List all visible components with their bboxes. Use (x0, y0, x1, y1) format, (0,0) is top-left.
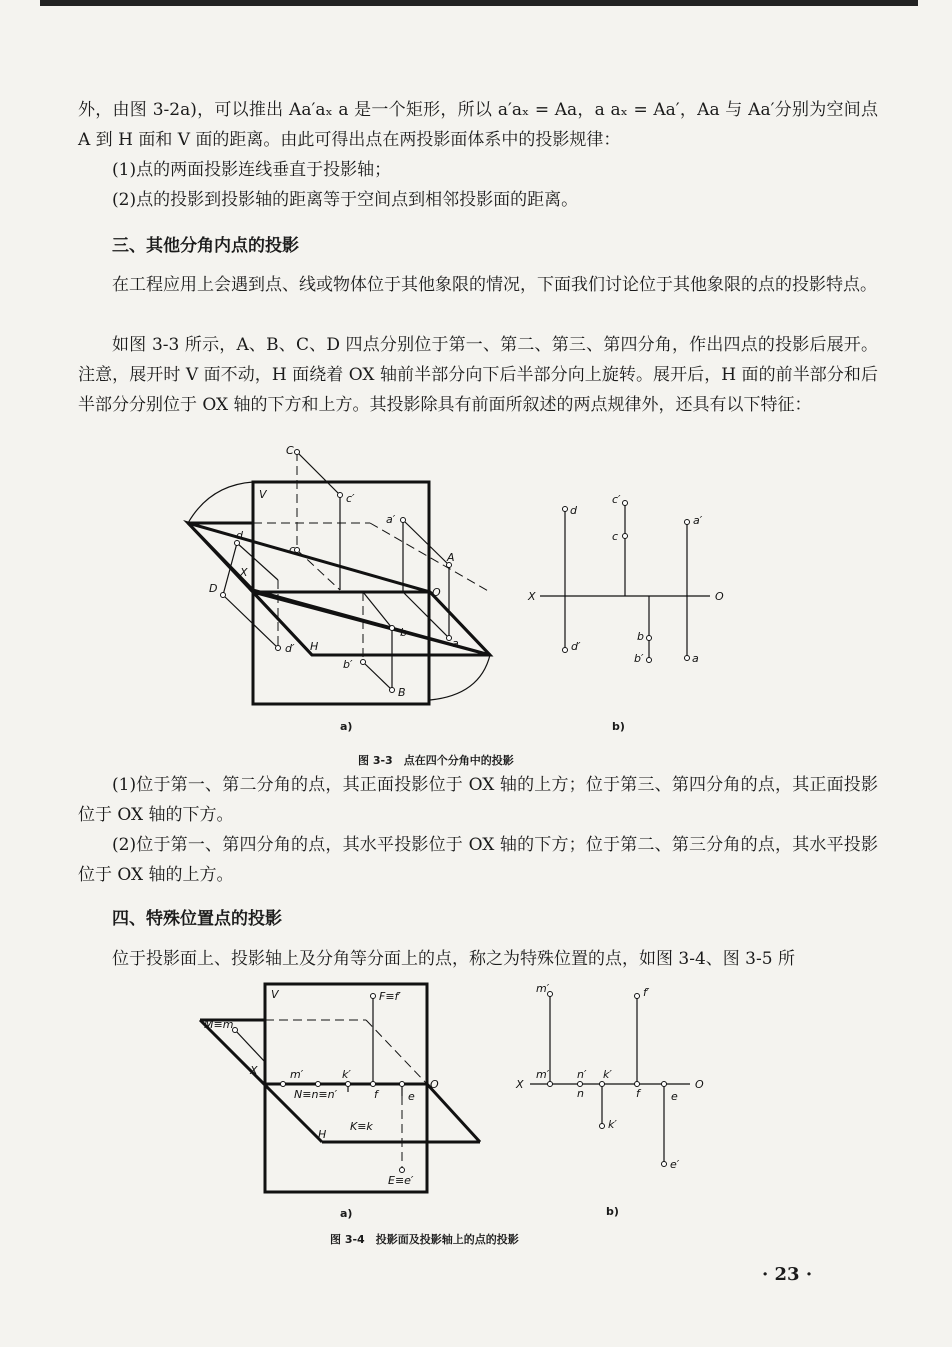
label-B: B (398, 686, 406, 699)
fig34-epure-n: n (577, 1087, 584, 1100)
fig34-label-O: O (430, 1078, 439, 1091)
fig34-label-e: e (408, 1090, 415, 1103)
fig34-epure-m-prime-top: m′ (536, 982, 550, 995)
section-heading-4: 四、特殊位置点的投影 (112, 909, 282, 929)
feature-1: (1)位于第一、第二分角的点，其正面投影位于 OX 轴的上方；位于第三、第四分角的点，其正面投影位于 OX 轴的下方。 (78, 775, 878, 825)
rule-2: (2)点的投影到投影轴的距离等于空间点到相邻投影面的距离。 (112, 190, 579, 210)
figure-3-4b-label: b) (606, 1205, 619, 1218)
fig34-label-F: F≡f′ (379, 990, 401, 1003)
label-d-prime: d′ (285, 642, 295, 655)
fig34-label-m-prime: m′ (290, 1068, 304, 1081)
fig34-epure-k: k′ (608, 1118, 617, 1131)
fig34-label-X: X (250, 1064, 258, 1077)
epure-label-d: d (570, 504, 577, 517)
label-c: c (289, 543, 296, 556)
section-heading-3: 三、其他分角内点的投影 (112, 236, 299, 256)
epure-label-a-prime: a′ (693, 514, 703, 527)
label-b-prime: b′ (343, 658, 353, 671)
fig34-label-k-prime: k′ (342, 1068, 351, 1081)
epure-label-b: b (637, 630, 644, 643)
epure-label-c: c (612, 530, 619, 543)
fig34-epure-e-prime: e′ (670, 1158, 680, 1171)
epure-label-c-prime: c′ (612, 493, 621, 506)
label-b: b (400, 626, 407, 639)
fig34-epure-X: X (516, 1078, 524, 1091)
epure-label-a: a (692, 652, 699, 665)
paragraph-other-quadrants: 在工程应用上会遇到点、线或物体位于其他象限的情况，下面我们讨论位于其他象限的点的投影特点。 (112, 275, 877, 295)
fig34-epure-f-prime: f′ (643, 986, 650, 999)
label-V: V (259, 488, 267, 501)
figure-3-3b-diagram (540, 501, 710, 663)
label-a: a (452, 637, 459, 650)
page-number: · 23 · (762, 1264, 813, 1285)
fig34-epure-n-prime: n′ (577, 1068, 587, 1081)
figure-3-3 (160, 440, 760, 770)
label-c-prime: c′ (346, 492, 355, 505)
fig34-label-H: H (318, 1128, 327, 1141)
figure-3-3b-label: b) (612, 720, 625, 733)
epure-label-O: O (715, 590, 724, 603)
label-d: d (236, 529, 243, 542)
fig34-label-f: f (374, 1088, 378, 1101)
top-border (40, 0, 918, 6)
label-a-prime: a′ (386, 513, 396, 526)
fig34-label-V: V (271, 988, 279, 1001)
label-H: H (310, 640, 319, 653)
label-X: X (240, 566, 248, 579)
fig34-epure-f: f (636, 1087, 640, 1100)
figure-3-3a-diagram (188, 450, 490, 705)
figure-3-3a-label: a) (340, 720, 353, 733)
fig34-label-E: E≡e′ (388, 1174, 414, 1187)
label-O: O (432, 586, 441, 599)
fig34-label-N: N≡n≡n′ (294, 1088, 338, 1101)
paragraph-figure-3-3-intro: 如图 3-3 所示，A、B、C、D 四点分别位于第一、第二、第三、第四分角，作出四点的投影后展开。注意，展开时 V 面不动，H 面绕着 OX 轴前半部分向下后半部分向上旋转。展开后，H 面的前半部分和后半部分分别位于 OX 轴的下方和上方。其投影除具有前面所叙述的两点规律外，还具有以下特征： (78, 335, 878, 415)
figure-3-4a-label: a) (340, 1207, 353, 1220)
figure-3-4-caption: 图 3-4 投影面及投影轴上的点的投影 (330, 1233, 519, 1246)
fig34-label-K: K≡k (350, 1120, 373, 1133)
figure-3-4 (190, 980, 720, 1200)
rule-1: (1)点的两面投影连线垂直于投影轴； (112, 160, 392, 180)
feature-2: (2)位于第一、第四分角的点，其水平投影位于 OX 轴的下方；位于第二、第三分角的点，其水平投影位于 OX 轴的上方。 (78, 835, 878, 885)
epure-label-X: X (528, 590, 536, 603)
fig34-epure-k-prime: k′ (603, 1068, 612, 1081)
fig34-epure-e: e (671, 1090, 678, 1103)
figure-3-3-caption: 图 3-3 点在四个分角中的投影 (358, 754, 514, 767)
paragraph-special-points: 位于投影面上、投影轴上及分角等分面上的点，称之为特殊位置的点，如图 3-4、图 3-5 所 (112, 949, 795, 969)
fig34-label-M: M≡m (204, 1018, 234, 1031)
label-C: C (286, 444, 294, 457)
fig34-epure-O: O (695, 1078, 704, 1091)
epure-label-d-prime: d′ (571, 640, 581, 653)
label-D: D (209, 582, 218, 595)
paragraph-projection-rectangle: 外，由图 3-2a)，可以推出 Aa′aₓ a 是一个矩形，所以 a′aₓ = Aa，a aₓ = Aa′，Aa 与 Aa′分别为空间点 A 到 H 面和 V 面的距离。由此可得出点在两投影面体系中的投影规律： (78, 100, 878, 150)
label-A: A (447, 551, 455, 564)
fig34-epure-m-prime: m′ (536, 1068, 550, 1081)
epure-label-b-prime: b′ (634, 652, 644, 665)
